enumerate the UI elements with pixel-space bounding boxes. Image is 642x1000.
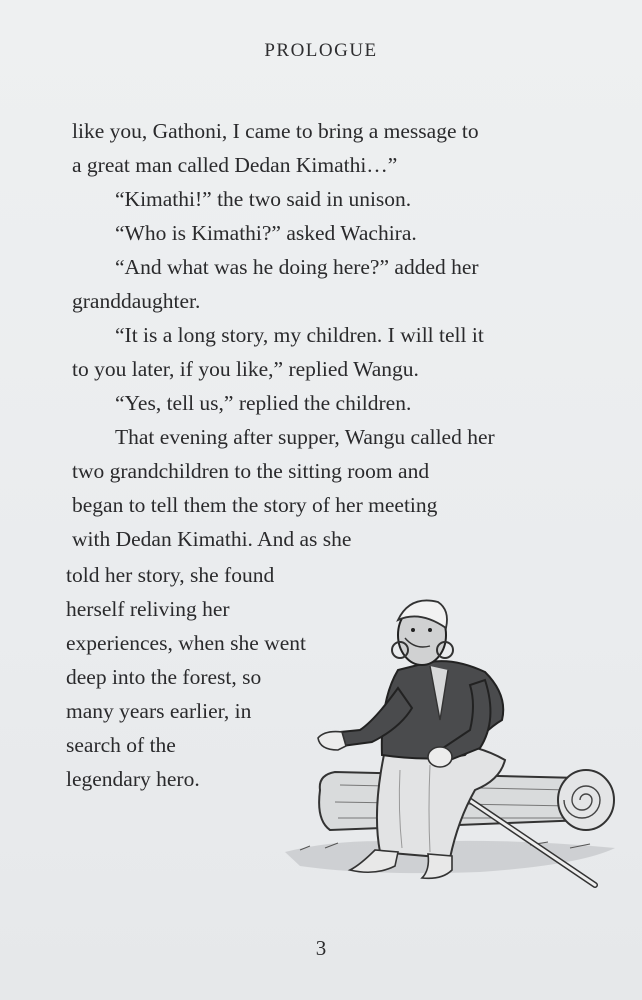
body-text [72, 114, 572, 556]
text-line: That evening after supper, Wangu called her [115, 425, 495, 449]
text-line: herself reliving her [66, 597, 230, 621]
text-line: with Dedan Kimathi. And as she [72, 527, 352, 551]
text-line: “It is a long story, my children. I will tell it [115, 323, 484, 347]
text-line: to you later, if you like,” replied Wangu. [72, 357, 419, 381]
grandmother-illustration [280, 580, 620, 900]
text-line: like you, Gathoni, I came to bring a message to [72, 119, 479, 143]
text-line: two grandchildren to the sitting room and [72, 459, 430, 483]
text-line: experiences, when she went [66, 631, 306, 655]
text-line: told her story, she found [66, 563, 275, 587]
text-line: “Yes, tell us,” replied the children. [115, 391, 412, 415]
text-line: deep into the forest, so [66, 665, 262, 689]
text-line: granddaughter. [72, 289, 201, 313]
text-line: “Kimathi!” the two said in unison. [115, 187, 412, 211]
text-line: began to tell them the story of her meeting [72, 493, 438, 517]
text-line: “And what was he doing here?” added her [115, 255, 479, 279]
text-line: a great man called Dedan Kimathi…” [72, 153, 398, 177]
text-line: “Who is Kimathi?” asked Wachira. [115, 221, 417, 245]
text-line: many years earlier, in [66, 699, 252, 723]
running-header: PROLOGUE [264, 40, 378, 61]
text-line: search of the [66, 733, 176, 757]
page-number: 3 [315, 936, 327, 960]
text-line: legendary hero. [66, 767, 200, 791]
